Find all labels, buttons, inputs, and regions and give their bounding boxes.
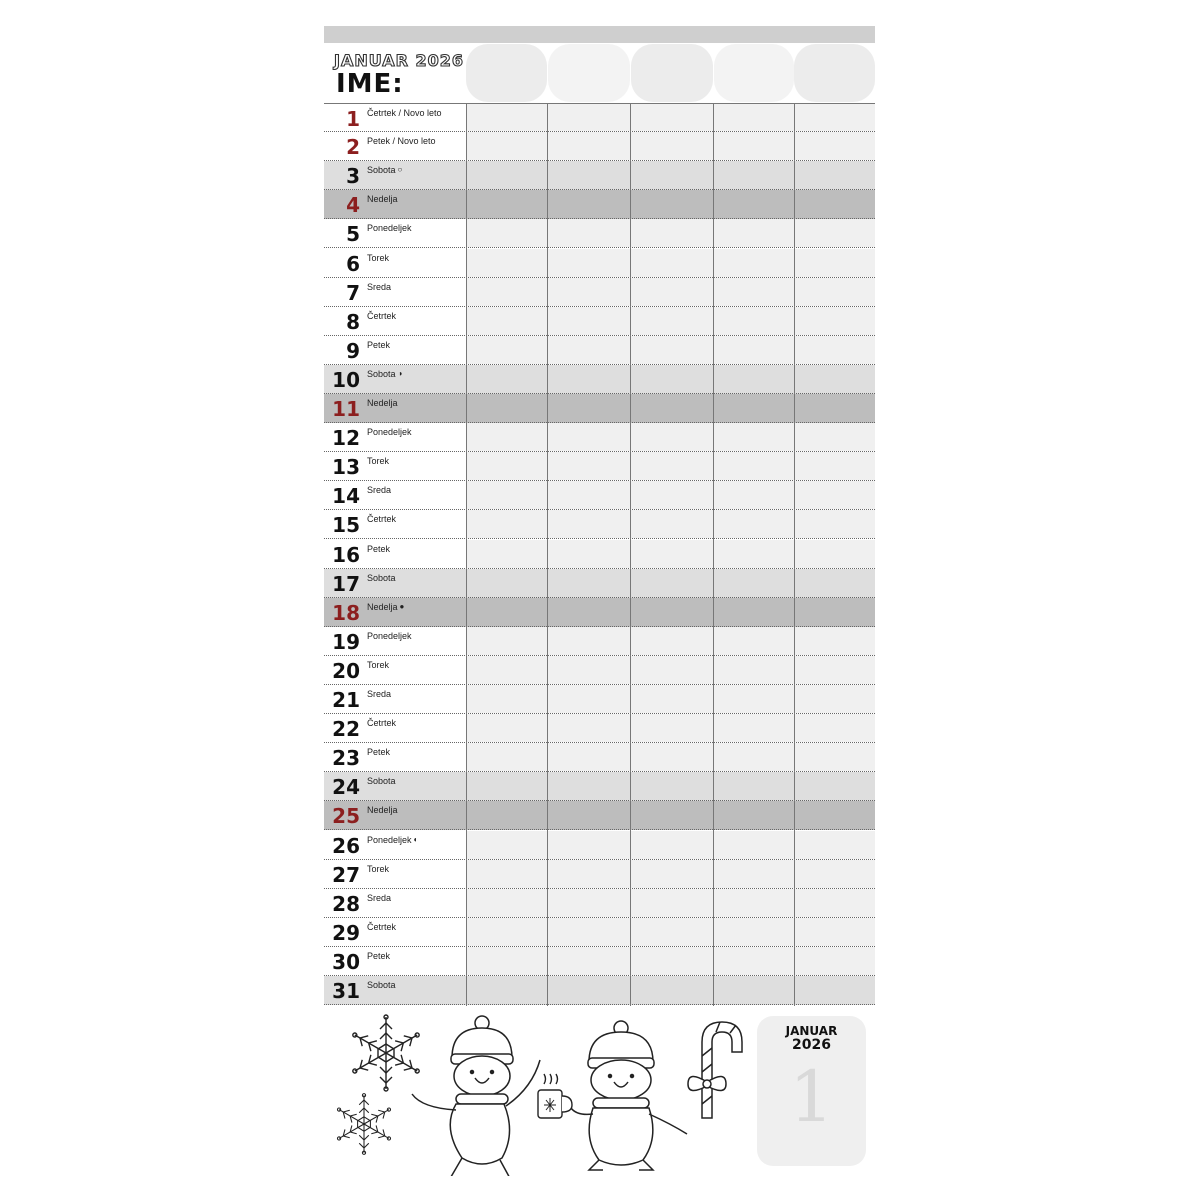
day-name-text: Četrtek / Novo leto: [367, 108, 442, 118]
entry-cells[interactable]: [466, 772, 875, 800]
entry-cells[interactable]: [466, 190, 875, 218]
entry-cells[interactable]: [466, 249, 875, 277]
day-name: [367, 864, 389, 874]
candy-cane-icon: [688, 1022, 742, 1118]
day-name-text: Petek: [367, 543, 391, 554]
day-row: [324, 627, 875, 656]
name-box-4[interactable]: [714, 44, 794, 102]
day-number: 22: [332, 717, 360, 742]
entry-cells[interactable]: [466, 510, 875, 538]
mini-day-number: 1: [789, 1056, 834, 1138]
day-number: 20: [332, 658, 360, 683]
day-name-text: Ponedeljek: [367, 630, 412, 641]
day-name: [367, 514, 396, 524]
day-number: 21: [332, 688, 360, 712]
penguin-icon: [571, 1021, 687, 1170]
day-number: 7: [346, 280, 360, 305]
day-name-text: Ponedeljek: [367, 223, 412, 234]
day-row: [324, 540, 875, 569]
day-name: [367, 689, 391, 699]
day-name: [367, 951, 390, 961]
day-name-text: Četrtek: [367, 718, 397, 729]
day-row: [324, 976, 875, 1005]
day-number: 13: [332, 455, 360, 480]
day-name-text: Sreda: [367, 281, 392, 292]
column-divider: [794, 103, 795, 1006]
day-number: 8: [346, 309, 360, 334]
day-number: 3: [346, 164, 360, 189]
top-bar: [324, 26, 875, 43]
day-number: 26: [332, 833, 360, 858]
day-name: [367, 835, 418, 845]
day-row: [324, 307, 875, 336]
day-name-text: Sobota: [367, 368, 396, 379]
day-name: [367, 573, 396, 583]
day-row: [324, 249, 875, 278]
day-row: [324, 219, 875, 248]
day-number: 18: [332, 600, 360, 625]
day-number: 17: [332, 571, 360, 596]
entry-cells[interactable]: [466, 685, 875, 713]
day-number: 4: [346, 193, 360, 218]
entry-cells[interactable]: [466, 481, 875, 509]
entry-cells[interactable]: [466, 918, 875, 946]
day-row: [324, 743, 875, 772]
entry-cells[interactable]: [466, 801, 875, 829]
mini-calendar-card: [757, 1016, 866, 1166]
day-name-text: Četrtek: [367, 921, 397, 932]
entry-cells[interactable]: [466, 132, 875, 160]
day-name-text: Nedelja: [367, 398, 398, 408]
entry-cells[interactable]: [466, 307, 875, 335]
entry-cells[interactable]: [466, 365, 875, 393]
day-name: [367, 398, 398, 408]
day-name: [367, 194, 398, 204]
entry-cells[interactable]: [466, 104, 875, 131]
day-row: [324, 598, 875, 627]
day-row: [324, 336, 875, 365]
column-divider: [713, 103, 714, 1006]
name-box-3[interactable]: [631, 44, 713, 102]
entry-cells[interactable]: [466, 627, 875, 655]
day-number: 31: [332, 979, 360, 1003]
day-number: 1: [346, 107, 360, 131]
day-name-text: Nedelja: [367, 194, 398, 205]
day-row: [324, 423, 875, 452]
entry-cells[interactable]: [466, 714, 875, 742]
day-name: [367, 747, 390, 757]
entry-cells[interactable]: [466, 336, 875, 364]
day-name: [367, 660, 389, 670]
day-name-text: Petek / Novo leto: [367, 136, 436, 147]
day-number: 5: [346, 222, 360, 247]
day-name: [367, 718, 396, 728]
day-name-text: Torek: [367, 456, 390, 467]
day-row: [324, 860, 875, 889]
entry-cells[interactable]: [466, 598, 875, 626]
day-name: [367, 456, 389, 466]
name-box-2[interactable]: [548, 44, 630, 102]
day-row: [324, 452, 875, 481]
day-name: [367, 485, 391, 495]
day-name: [367, 340, 390, 350]
day-row: [324, 947, 875, 976]
day-number: 9: [346, 338, 360, 363]
moon-phase-icon: ●: [399, 601, 405, 611]
day-name-text: Sreda: [367, 892, 392, 903]
day-row: [324, 772, 875, 801]
day-name: [367, 631, 412, 641]
column-divider: [547, 103, 548, 1006]
day-number: 19: [332, 629, 360, 654]
day-name: [367, 776, 396, 786]
day-row: [324, 831, 875, 860]
entry-cells[interactable]: [466, 540, 875, 568]
day-name: [367, 282, 391, 292]
day-name: [367, 369, 402, 379]
day-name-text: Ponedeljek: [367, 427, 412, 438]
day-name-text: Sobota: [367, 980, 396, 990]
day-row: [324, 714, 875, 743]
day-row: [324, 394, 875, 423]
day-number: 29: [332, 920, 360, 945]
day-number: 25: [332, 804, 360, 829]
entry-cells[interactable]: [466, 423, 875, 451]
day-row: [324, 161, 875, 190]
entry-cells[interactable]: [466, 831, 875, 859]
hot-drink-icon: [538, 1074, 572, 1118]
day-name-text: Torek: [367, 863, 390, 874]
day-name: [367, 980, 396, 990]
day-name: [367, 805, 398, 815]
day-number: 6: [346, 251, 360, 276]
column-divider: [466, 103, 467, 1006]
day-name-text: Sobota: [367, 165, 396, 176]
day-name-text: Nedelja: [367, 805, 398, 816]
column-divider: [630, 103, 631, 1006]
day-row: [324, 481, 875, 510]
name-box-5[interactable]: [794, 44, 875, 102]
day-row: [324, 278, 875, 307]
day-name: [367, 165, 402, 175]
day-name: [367, 922, 396, 932]
day-number: 24: [332, 775, 360, 800]
day-name-text: Četrtek: [367, 514, 397, 525]
day-name-text: Ponedeljek: [367, 834, 412, 845]
day-name-text: Nedelja: [367, 601, 398, 612]
day-number: 23: [332, 746, 360, 771]
calendar-sheet: [324, 26, 875, 1176]
day-row: [324, 685, 875, 714]
day-name-text: Torek: [367, 252, 390, 263]
entry-cells[interactable]: [466, 452, 875, 480]
snowflake-icon: [335, 1094, 392, 1155]
mini-month: JANUAR: [785, 1024, 838, 1038]
entry-cells[interactable]: [466, 743, 875, 771]
name-box-1[interactable]: [466, 44, 547, 102]
day-name-text: Sreda: [367, 689, 392, 699]
day-row: [324, 510, 875, 539]
month-title: JANUAR 2026: [334, 51, 465, 70]
entry-cells[interactable]: [466, 889, 875, 917]
day-number: 12: [332, 426, 360, 451]
name-label: IME:: [336, 69, 404, 99]
penguin-icon: [412, 1016, 540, 1176]
entry-cells[interactable]: [466, 976, 875, 1004]
entry-cells[interactable]: [466, 656, 875, 684]
day-name-text: Torek: [367, 659, 390, 670]
entry-cells[interactable]: [466, 161, 875, 189]
day-row: [324, 889, 875, 918]
day-number: 16: [332, 542, 360, 567]
day-name-text: Sobota: [367, 776, 396, 787]
mini-year: 2026: [792, 1037, 831, 1053]
entry-cells[interactable]: [466, 219, 875, 247]
day-name: [367, 893, 391, 903]
day-name: [367, 223, 412, 233]
day-name-text: Petek: [367, 339, 391, 350]
day-number: 14: [332, 484, 360, 509]
entry-cells[interactable]: [466, 947, 875, 975]
day-row: [324, 103, 875, 132]
day-number: 11: [332, 397, 360, 421]
day-name: [367, 602, 404, 612]
day-number: 27: [332, 862, 360, 887]
snowflake-icon: [350, 1015, 422, 1091]
entry-cells[interactable]: [466, 278, 875, 306]
day-number: 30: [332, 949, 360, 974]
day-number: 2: [346, 135, 360, 160]
day-row: [324, 656, 875, 685]
day-number: 15: [332, 513, 360, 538]
day-name: [367, 108, 442, 118]
moon-phase-icon: ◑: [397, 368, 403, 378]
entry-cells[interactable]: [466, 860, 875, 888]
day-name-text: Sobota: [367, 572, 396, 583]
moon-phase-icon: ○: [397, 165, 403, 175]
day-name: [367, 136, 436, 146]
day-name-text: Petek: [367, 950, 391, 961]
day-row: [324, 365, 875, 394]
day-name: [367, 427, 412, 437]
day-row: [324, 801, 875, 830]
day-name: [367, 311, 396, 321]
day-name: [367, 544, 390, 554]
day-row: [324, 918, 875, 947]
entry-cells[interactable]: [466, 394, 875, 422]
day-row: [324, 569, 875, 598]
day-name-text: Petek: [367, 747, 391, 758]
day-number: 10: [332, 367, 360, 392]
day-row: [324, 132, 875, 161]
day-name: [367, 253, 389, 263]
day-number: 28: [332, 891, 360, 916]
entry-cells[interactable]: [466, 569, 875, 597]
day-name-text: Četrtek: [367, 310, 397, 321]
moon-phase-icon: ◐: [413, 834, 419, 844]
day-row: [324, 190, 875, 219]
day-name-text: Sreda: [367, 485, 392, 496]
